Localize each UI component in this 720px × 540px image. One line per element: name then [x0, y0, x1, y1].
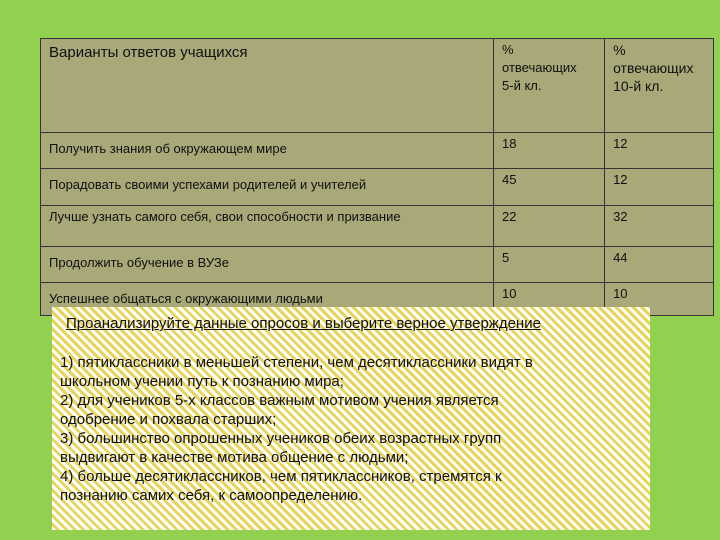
row-label: Успешнее общаться с окружающими людьми — [41, 283, 494, 316]
header-grade5-line: % — [502, 42, 514, 57]
row-label: Получить знания об окружающем мире — [41, 133, 494, 169]
row-grade5-value: 5 — [494, 247, 605, 283]
row-grade10-value: 32 — [605, 206, 714, 247]
table-row — [41, 133, 714, 169]
header-grade5 — [494, 39, 605, 133]
row-grade5-value: 18 — [494, 133, 605, 169]
table-row — [41, 247, 714, 283]
row-grade10-value: 12 — [605, 169, 714, 206]
table-row — [41, 206, 714, 247]
row-grade5-value: 10 — [494, 283, 605, 316]
header-grade10-line: 10-й кл. — [613, 78, 664, 94]
header-grade5-line: отвечающих — [502, 60, 577, 75]
task-line: одобрение и похвала старших; — [60, 411, 277, 428]
row-grade10-value: 12 — [605, 133, 714, 169]
row-grade5-value: 22 — [494, 206, 605, 247]
task-line: выдвигают в качестве мотива общение с людьми; — [60, 449, 409, 466]
table-header-row — [41, 39, 714, 133]
table-row — [41, 169, 714, 206]
header-options: Варианты ответов учащихся — [41, 39, 494, 133]
row-grade10-value: 10 — [605, 283, 714, 316]
header-grade10-line: % — [613, 42, 626, 58]
header-grade5-line: 5-й кл. — [502, 78, 542, 93]
task-line: 1) пятиклассники в меньшей степени, чем десятиклассники видят в — [60, 354, 533, 371]
survey-table — [40, 38, 714, 316]
task-line: познанию самих себя, к самоопределению. — [60, 487, 363, 504]
row-label: Порадовать своими успехами родителей и учителей — [41, 169, 494, 206]
row-label: Продолжить обучение в ВУЗе — [41, 247, 494, 283]
task-line: 4) больше десятиклассников, чем пятиклассников, стремятся к — [60, 468, 502, 485]
header-grade10 — [605, 39, 714, 133]
task-line: 2) для учеников 5-х классов важным мотивом учения является — [60, 392, 499, 409]
row-grade5-value: 45 — [494, 169, 605, 206]
row-grade10-value: 44 — [605, 247, 714, 283]
task-box — [52, 307, 650, 530]
task-title: Проанализируйте данные опросов и выберите верное утверждение — [66, 315, 541, 332]
task-line: 3) большинство опрошенных учеников обеих возрастных групп — [60, 430, 502, 447]
header-grade10-line: отвечающих — [613, 60, 694, 76]
task-line: школьном учении путь к познанию мира; — [60, 373, 344, 390]
row-label: Лучше узнать самого себя, свои способности и призвание — [41, 206, 494, 247]
task-options — [60, 353, 645, 505]
